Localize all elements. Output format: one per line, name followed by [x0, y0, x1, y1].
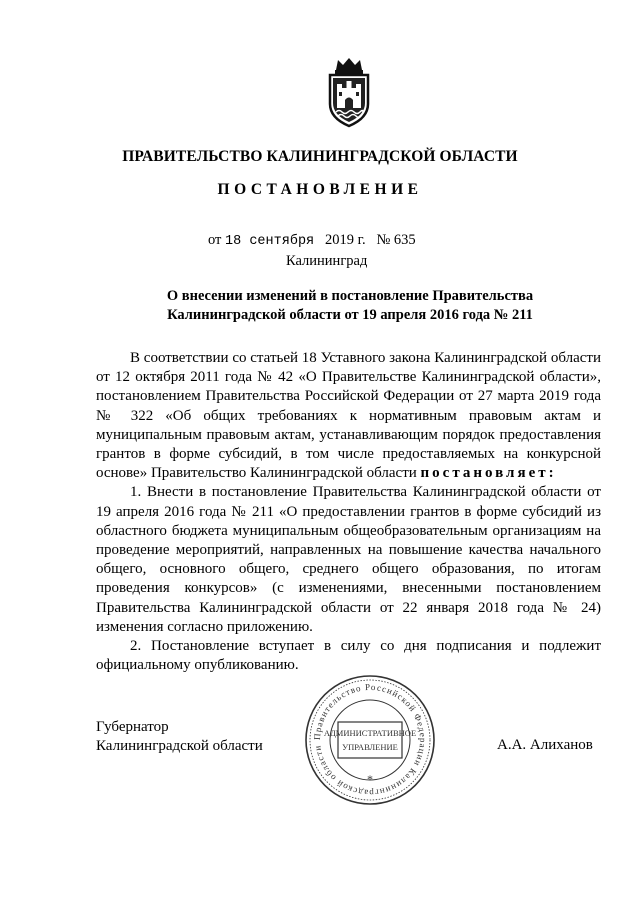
item-1: 1. Внести в постановление Правительства Калининградской области от 19 апреля 2016 года № 211 «О предоставлении грантов в форме субсидий из областного бюджета муниципальным общеобразовательным организациям на проведение мероприятий, направленных на повышение качества начального общего, основного общего, среднего общего образования, по итогам проведения конкурсов» (с изменениями, внесенными постановлением Правительства Калининградской области от 22 января 2018 года № 24) изменения согласно приложению. [96, 484, 601, 635]
date-and-number [208, 232, 416, 249]
date-year: 2019 г. [325, 232, 366, 248]
title-line-1: О внесении изменений в постановление Правительства [166, 288, 534, 304]
signatory-position [96, 718, 263, 756]
stamp-ring-text: Правительство Российской Федерации Калининградской области [311, 681, 429, 799]
item-2: 2. Постановление вступает в силу со дня подписания и подлежит официальному опубликованию. [96, 638, 601, 674]
decree-word: постановляет: [420, 465, 557, 482]
document-type: ПОСТАНОВЛЕНИЕ [217, 181, 423, 198]
official-stamp [300, 670, 440, 810]
coat-of-arms-icon [324, 56, 374, 130]
document-number: № 635 [376, 232, 416, 248]
document-title [0, 287, 640, 325]
date-prefix: от [208, 232, 222, 248]
city: Калининград [286, 253, 368, 269]
stamp-center-line-2: УПРАВЛЕНИЕ [342, 742, 398, 752]
document-body [96, 349, 601, 675]
preamble-text: В соответствии со статьей 18 Уставного закона Калининградской области от 12 октября 2011 года № 42 «О Правительстве Калининградской области», постановлением Правительства Российской Федерации от 27 марта 2019 года № 322 «Об общих требованиях к нормативным правовым актам и муниципальным правовым актам, устанавливающим порядок предоставления грантов в форме субсидий, в том числе предоставляемых на конкурсной основе» Правительство Калининградской области [96, 350, 601, 482]
organization-name: ПРАВИТЕЛЬСТВО КАЛИНИНГРАДСКОЙ ОБЛАСТИ [122, 148, 518, 165]
coat-of-arms [324, 56, 374, 130]
title-line-2: Калининградской области от 19 апреля 2016 года № 211 [167, 307, 533, 323]
preamble-paragraph [96, 349, 601, 483]
stamp-center-line-1: АДМИНИСТРАТИВНОЕ [323, 728, 417, 738]
position-line-1: Губернатор [96, 719, 169, 735]
position-line-2: Калининградской области [96, 738, 263, 754]
signatory-name: А.А. Алиханов [497, 737, 593, 753]
stamp-star: * [367, 772, 373, 786]
stamp-seal-icon [300, 670, 440, 810]
date-day-month: 18 сентября [225, 234, 315, 249]
